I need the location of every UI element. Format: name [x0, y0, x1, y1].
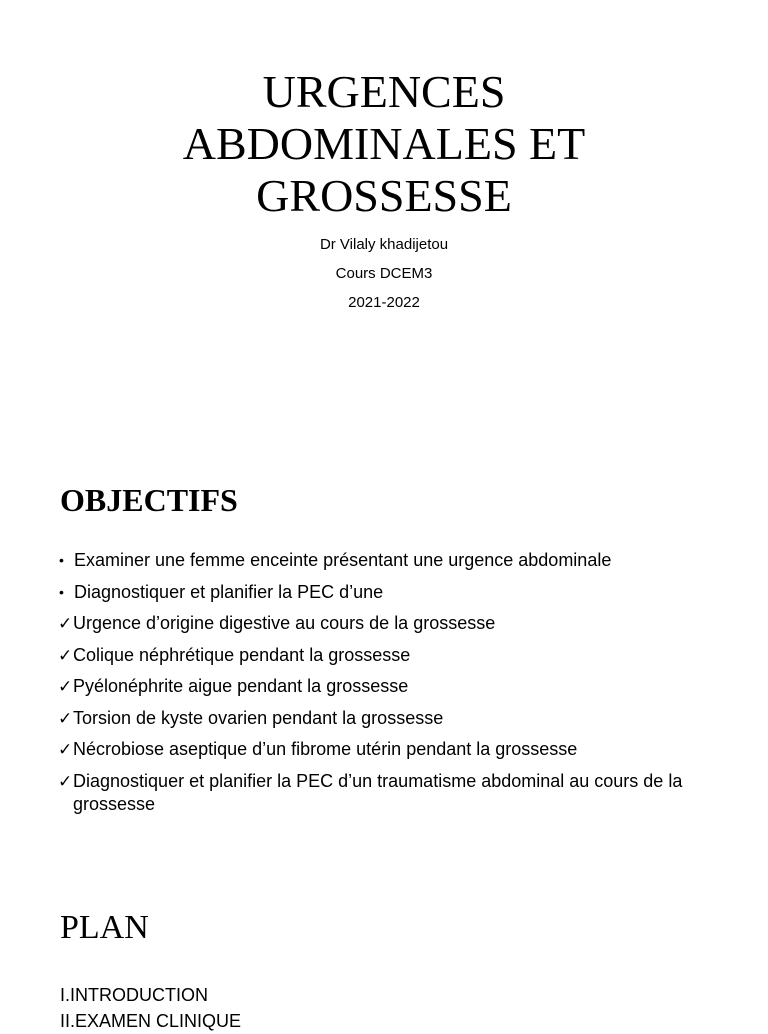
academic-year: 2021-2022 — [348, 294, 420, 311]
objective-text: Diagnostiquer et planifier la PEC d’un traumatisme abdominal au cours de la grossesse — [73, 770, 683, 814]
title-line: URGENCES — [262, 66, 506, 117]
list-item — [58, 707, 738, 730]
checkmark-icon: ✓ — [58, 771, 73, 791]
objective-text: Nécrobiose aseptique d’un fibrome utérin pendant la grossesse — [73, 739, 578, 759]
checkmark-icon: ✓ — [58, 708, 73, 728]
objective-text: Torsion de kyste ovarien pendant la grossesse — [73, 707, 444, 728]
list-item — [58, 770, 738, 816]
list-item — [58, 612, 738, 635]
plan-slide — [0, 880, 768, 1031]
bullet-icon: • — [59, 583, 64, 600]
list-item — [58, 549, 738, 572]
slide-title — [0, 66, 768, 222]
list-item: I.INTRODUCTION — [60, 985, 208, 1005]
slide-subtitle — [0, 230, 768, 317]
plan-heading: PLAN — [60, 909, 149, 946]
checkmark-icon: ✓ — [58, 614, 73, 633]
list-item — [58, 738, 738, 761]
list-item — [58, 675, 738, 698]
objective-text: Urgence d’origine digestive au cours de la grossesse — [73, 613, 496, 633]
checkmark-icon: ✓ — [58, 740, 73, 759]
objectives-list — [58, 549, 738, 824]
objectives-heading: OBJECTIFS — [60, 482, 238, 518]
list-item: II.EXAMEN CLINIQUE — [60, 1011, 242, 1031]
checkmark-icon: ✓ — [58, 677, 73, 696]
course-name: Cours DCEM3 — [335, 265, 433, 282]
checkmark-icon: ✓ — [58, 645, 73, 665]
objective-text: Colique néphrétique pendant la grossesse — [73, 644, 411, 665]
list-item — [58, 581, 738, 604]
objectives-slide — [0, 450, 768, 870]
title-slide — [0, 0, 768, 420]
title-line: ABDOMINALES ET — [182, 118, 586, 169]
list-item — [58, 644, 738, 667]
plan-list — [60, 982, 241, 1034]
objective-text: Pyélonéphrite aigue pendant la grossesse — [73, 676, 409, 696]
bullet-icon: • — [59, 552, 64, 568]
title-line: GROSSESSE — [256, 170, 512, 221]
objective-text: Diagnostiquer et planifier la PEC d’une — [74, 581, 384, 602]
objective-text: Examiner une femme enceinte présentant une urgence abdominale — [74, 550, 612, 570]
author-name: Dr Vilaly khadijetou — [319, 236, 449, 253]
